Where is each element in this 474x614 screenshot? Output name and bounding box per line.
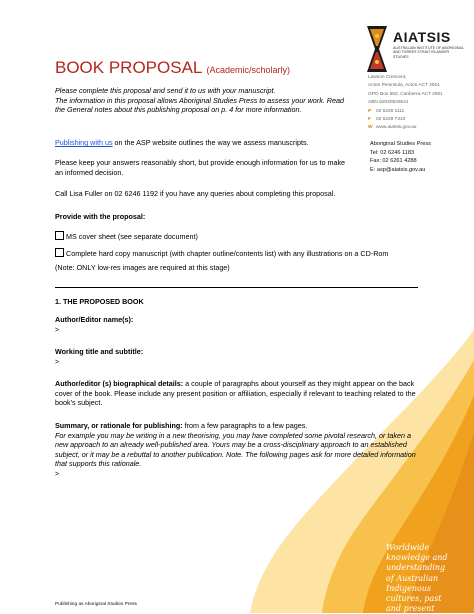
- slogan-line: Indigenous: [386, 583, 432, 593]
- logo-subtitle: AUSTRALIAN INSTITUTE OF ABORIGINAL AND TORRES STRAIT ISLANDER STUDIES: [393, 46, 464, 59]
- summary-italic-text: For example you may be writing in a new theorising, you may have completed some pivotal research, or taken a new approach to an already well-published area. Yours may be a cross-disciplinary approach to an established subject, or it may be a rebuttal to another publication. Note. The following pages ask for more detailed information that supports this rationale.: [55, 430, 416, 469]
- bio-text: a couple of paragraphs about yourself as they might appear on the back cover of the book. Please include any present position or affiliation, especially if relevant to teaching related to the book's subject.: [55, 379, 416, 408]
- ms-cover-label: MS cover sheet (see separate document): [66, 232, 198, 241]
- option-hard-copy[interactable]: [55, 248, 435, 259]
- working-title-label: Working title and subtitle:: [55, 347, 144, 356]
- summary-label: Summary, or rationale for publishing:: [55, 421, 183, 430]
- slogan-line: understanding: [386, 563, 446, 573]
- publishing-with-us-link[interactable]: Publishing with us: [55, 138, 113, 147]
- phone-key: P: [368, 108, 372, 114]
- slogan-line: and present: [386, 604, 435, 614]
- author-field[interactable]: >: [55, 325, 60, 334]
- bio-paragraph: [55, 379, 417, 408]
- divider-line: [55, 287, 418, 288]
- fax-key: F: [368, 117, 371, 123]
- asp-name: Aboriginal Studies Press: [370, 141, 431, 147]
- working-title-field[interactable]: >: [55, 357, 60, 366]
- aiatsis-logo: [365, 26, 465, 72]
- asp-tel: Tel: 02 6246 1183: [370, 149, 415, 156]
- web-value[interactable]: www.aiatsis.gov.au: [376, 125, 417, 131]
- low-res-note: (Note: ONLY low-res images are required at this stage): [55, 263, 230, 272]
- link-after-text: on the ASP website outlines the way we assess manuscripts.: [112, 138, 309, 147]
- address-line-1: Lawson Crescent,: [368, 75, 407, 80]
- section-heading: 1. THE PROPOSED BOOK: [55, 297, 144, 306]
- hard-copy-checkbox[interactable]: [55, 248, 64, 257]
- contact-block: [368, 74, 443, 133]
- intro-line-1: Please complete this proposal and send it to us with your manuscript.: [55, 86, 276, 95]
- summary-field[interactable]: >: [55, 468, 60, 478]
- slogan-line: knowledge and: [386, 553, 448, 563]
- asp-email[interactable]: E: asp@aiatsis.gov.au: [370, 166, 426, 173]
- fax-value: 02 6249 7310: [376, 117, 406, 123]
- page-footer: Publishing as Aboriginal Studies Press: [55, 602, 137, 607]
- logo-name: AIATSIS: [393, 29, 451, 45]
- keep-short-paragraph: Please keep your answers reasonably short, but provide enough information for us to make an informed decision.: [55, 158, 346, 177]
- ms-cover-checkbox[interactable]: [55, 231, 64, 240]
- aiatsis-slogan: [386, 543, 448, 614]
- publishing-link-paragraph: [55, 138, 355, 148]
- bio-label: Author/editor (s) biographical details:: [55, 379, 184, 388]
- page-title: [55, 58, 290, 78]
- web-key: W: [368, 125, 373, 131]
- web-line: [368, 124, 443, 132]
- title-subtitle: (Academic/scholarly): [206, 65, 291, 75]
- logo-mark-icon: [365, 26, 389, 72]
- fax-line: [368, 116, 443, 124]
- call-paragraph: Call Lisa Fuller on 02 6246 1192 if you have any queries about completing this proposal.: [55, 189, 336, 198]
- summary-text: from a few paragraphs to a few pages.: [182, 421, 308, 430]
- slogan-line: Worldwide: [386, 543, 430, 552]
- address-line-2: Acton Peninsula, Acton ACT 2601: [368, 83, 440, 89]
- asp-contact-box: [370, 140, 431, 174]
- option-ms-cover[interactable]: [55, 231, 425, 242]
- address-line-3: GPO Box 553, Canberra ACT 2601: [368, 91, 443, 97]
- phone-line: [368, 108, 443, 116]
- intro-line-2: The information in this proposal allows Aboriginal Studies Press to assess your work. Read the General notes about this publishing proposal on p. 4 for more information.: [55, 95, 344, 115]
- address-line-4: ABN 62020533641: [368, 100, 409, 106]
- intro-paragraph: [55, 86, 355, 115]
- author-label: Author/Editor name(s):: [55, 315, 134, 324]
- hard-copy-label: Complete hard copy manuscript (with chapter outline/contents list) with any illustrations on a CD-Rom: [66, 249, 389, 258]
- slogan-line: of Australian: [386, 573, 439, 583]
- slogan-line: cultures, past: [386, 594, 442, 604]
- asp-fax: Fax: 02 6261 4288: [370, 158, 417, 165]
- title-main: BOOK PROPOSAL: [55, 58, 202, 77]
- summary-paragraph: [55, 421, 417, 479]
- phone-value: 02 6246 1111: [376, 108, 405, 114]
- provide-heading: Provide with the proposal:: [55, 212, 146, 221]
